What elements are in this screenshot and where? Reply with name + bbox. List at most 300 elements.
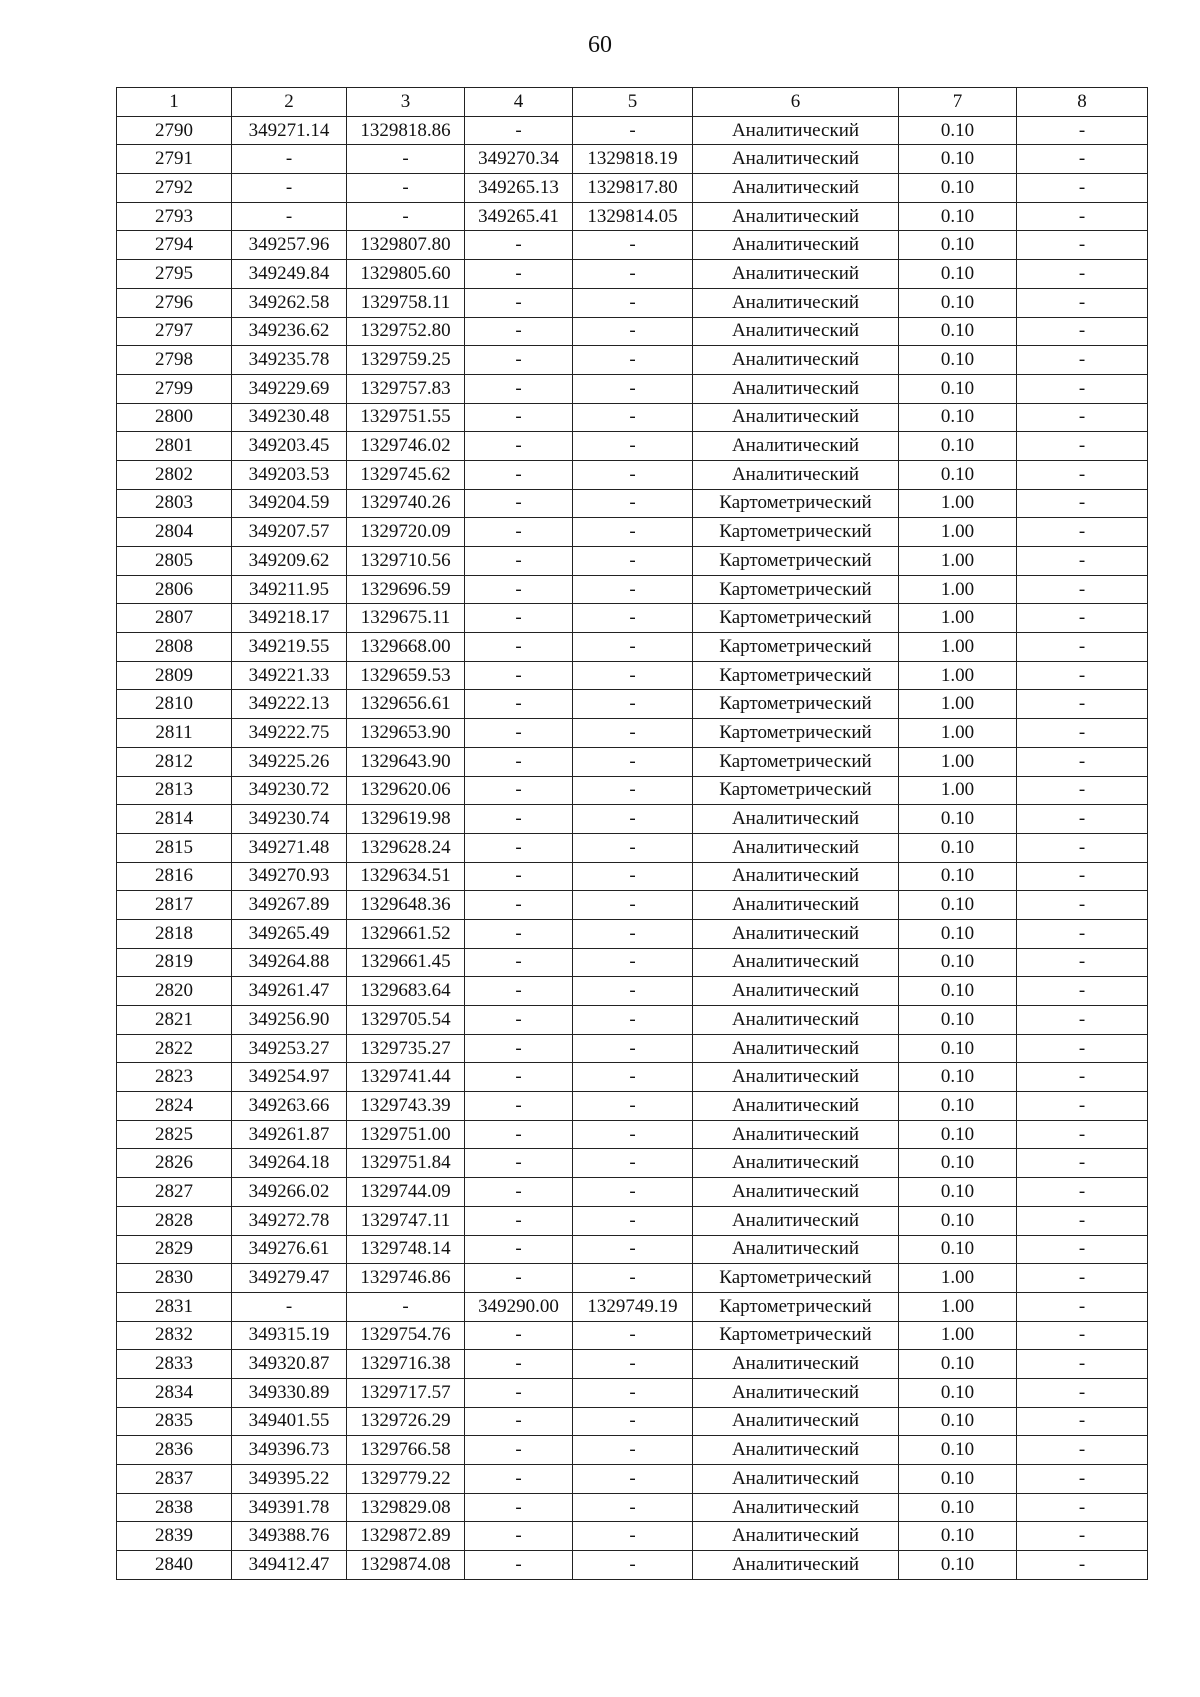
description-cell: -: [1017, 1350, 1148, 1379]
x-coordinate-alt-cell: 349270.34: [465, 145, 573, 174]
description-cell: -: [1017, 1264, 1148, 1293]
method-cell: Аналитический: [693, 346, 899, 375]
table-row: [117, 1063, 1148, 1092]
description-cell: -: [1017, 633, 1148, 662]
description-cell: -: [1017, 1178, 1148, 1207]
description-cell: -: [1017, 833, 1148, 862]
y-coordinate-alt-cell: -: [573, 948, 693, 977]
method-cell: Аналитический: [693, 202, 899, 231]
accuracy-cell: 0.10: [899, 805, 1017, 834]
accuracy-cell: 0.10: [899, 403, 1017, 432]
y-coordinate-cell: 1329779.22: [347, 1465, 465, 1494]
x-coordinate-alt-cell: -: [465, 1522, 573, 1551]
x-coordinate-alt-cell: -: [465, 518, 573, 547]
x-coordinate-cell: 349253.27: [232, 1034, 347, 1063]
description-cell: -: [1017, 288, 1148, 317]
table-row: [117, 288, 1148, 317]
table-row: [117, 891, 1148, 920]
y-coordinate-alt-cell: -: [573, 805, 693, 834]
table-row: [117, 317, 1148, 346]
method-cell: Картометрический: [693, 1264, 899, 1293]
x-coordinate-alt-cell: -: [465, 460, 573, 489]
method-cell: Аналитический: [693, 1522, 899, 1551]
description-cell: -: [1017, 891, 1148, 920]
method-cell: Аналитический: [693, 862, 899, 891]
y-coordinate-alt-cell: -: [573, 604, 693, 633]
x-coordinate-alt-cell: -: [465, 374, 573, 403]
method-cell: Картометрический: [693, 1292, 899, 1321]
accuracy-cell: 1.00: [899, 1264, 1017, 1293]
x-coordinate-cell: 349266.02: [232, 1178, 347, 1207]
method-cell: Аналитический: [693, 919, 899, 948]
method-cell: Аналитический: [693, 174, 899, 203]
table-row: [117, 202, 1148, 231]
point-number-cell: 2819: [117, 948, 232, 977]
point-number-cell: 2824: [117, 1092, 232, 1121]
y-coordinate-alt-cell: -: [573, 231, 693, 260]
table-row: [117, 1006, 1148, 1035]
method-cell: Аналитический: [693, 1465, 899, 1494]
x-coordinate-cell: 349222.13: [232, 690, 347, 719]
table-row: [117, 346, 1148, 375]
y-coordinate-alt-cell: -: [573, 1206, 693, 1235]
y-coordinate-cell: 1329751.84: [347, 1149, 465, 1178]
y-coordinate-cell: -: [347, 1292, 465, 1321]
accuracy-cell: 0.10: [899, 1034, 1017, 1063]
accuracy-cell: 0.10: [899, 317, 1017, 346]
y-coordinate-alt-cell: -: [573, 1551, 693, 1580]
x-coordinate-cell: 349320.87: [232, 1350, 347, 1379]
table-row: [117, 374, 1148, 403]
point-number-cell: 2826: [117, 1149, 232, 1178]
y-coordinate-cell: 1329872.89: [347, 1522, 465, 1551]
point-number-cell: 2825: [117, 1120, 232, 1149]
table-row: [117, 460, 1148, 489]
x-coordinate-alt-cell: -: [465, 1436, 573, 1465]
y-coordinate-alt-cell: -: [573, 374, 693, 403]
y-coordinate-cell: 1329648.36: [347, 891, 465, 920]
description-cell: -: [1017, 776, 1148, 805]
point-number-cell: 2820: [117, 977, 232, 1006]
y-coordinate-cell: 1329696.59: [347, 575, 465, 604]
description-cell: -: [1017, 719, 1148, 748]
y-coordinate-alt-cell: -: [573, 891, 693, 920]
y-coordinate-alt-cell: -: [573, 1407, 693, 1436]
column-header: 5: [573, 88, 693, 117]
x-coordinate-cell: 349222.75: [232, 719, 347, 748]
method-cell: Аналитический: [693, 432, 899, 461]
y-coordinate-cell: 1329705.54: [347, 1006, 465, 1035]
point-number-cell: 2805: [117, 547, 232, 576]
method-cell: Аналитический: [693, 1120, 899, 1149]
column-header: 2: [232, 88, 347, 117]
y-coordinate-alt-cell: -: [573, 719, 693, 748]
point-number-cell: 2836: [117, 1436, 232, 1465]
point-number-cell: 2792: [117, 174, 232, 203]
point-number-cell: 2798: [117, 346, 232, 375]
accuracy-cell: 0.10: [899, 1350, 1017, 1379]
table-row: [117, 690, 1148, 719]
y-coordinate-cell: 1329807.80: [347, 231, 465, 260]
description-cell: -: [1017, 317, 1148, 346]
y-coordinate-cell: 1329683.64: [347, 977, 465, 1006]
y-coordinate-cell: 1329634.51: [347, 862, 465, 891]
point-number-cell: 2829: [117, 1235, 232, 1264]
y-coordinate-alt-cell: -: [573, 1522, 693, 1551]
description-cell: -: [1017, 489, 1148, 518]
description-cell: -: [1017, 1493, 1148, 1522]
point-number-cell: 2834: [117, 1378, 232, 1407]
y-coordinate-cell: 1329741.44: [347, 1063, 465, 1092]
accuracy-cell: 0.10: [899, 288, 1017, 317]
method-cell: Аналитический: [693, 948, 899, 977]
method-cell: Аналитический: [693, 374, 899, 403]
x-coordinate-alt-cell: -: [465, 690, 573, 719]
table-row: [117, 174, 1148, 203]
x-coordinate-alt-cell: -: [465, 288, 573, 317]
y-coordinate-cell: 1329745.62: [347, 460, 465, 489]
x-coordinate-cell: 349265.49: [232, 919, 347, 948]
x-coordinate-alt-cell: -: [465, 116, 573, 145]
description-cell: -: [1017, 604, 1148, 633]
description-cell: -: [1017, 1321, 1148, 1350]
x-coordinate-cell: 349267.89: [232, 891, 347, 920]
x-coordinate-alt-cell: -: [465, 833, 573, 862]
x-coordinate-alt-cell: -: [465, 403, 573, 432]
y-coordinate-alt-cell: -: [573, 661, 693, 690]
method-cell: Аналитический: [693, 460, 899, 489]
x-coordinate-cell: 349204.59: [232, 489, 347, 518]
description-cell: -: [1017, 948, 1148, 977]
description-cell: -: [1017, 1063, 1148, 1092]
table-row: [117, 633, 1148, 662]
x-coordinate-cell: 349219.55: [232, 633, 347, 662]
column-header: 1: [117, 88, 232, 117]
table-row: [117, 489, 1148, 518]
description-cell: -: [1017, 403, 1148, 432]
description-cell: -: [1017, 1092, 1148, 1121]
x-coordinate-cell: 349262.58: [232, 288, 347, 317]
x-coordinate-alt-cell: -: [465, 1493, 573, 1522]
point-number-cell: 2790: [117, 116, 232, 145]
table-row: [117, 1034, 1148, 1063]
column-header: 7: [899, 88, 1017, 117]
description-cell: -: [1017, 547, 1148, 576]
description-cell: -: [1017, 1465, 1148, 1494]
accuracy-cell: 0.10: [899, 1149, 1017, 1178]
x-coordinate-alt-cell: -: [465, 1178, 573, 1207]
table-row: [117, 145, 1148, 174]
x-coordinate-cell: 349230.74: [232, 805, 347, 834]
y-coordinate-alt-cell: -: [573, 489, 693, 518]
table-row: [117, 1178, 1148, 1207]
point-number-cell: 2827: [117, 1178, 232, 1207]
table-row: [117, 719, 1148, 748]
description-cell: -: [1017, 1551, 1148, 1580]
y-coordinate-alt-cell: -: [573, 747, 693, 776]
x-coordinate-alt-cell: -: [465, 1551, 573, 1580]
y-coordinate-cell: 1329668.00: [347, 633, 465, 662]
x-coordinate-cell: 349236.62: [232, 317, 347, 346]
x-coordinate-cell: 349261.87: [232, 1120, 347, 1149]
x-coordinate-alt-cell: -: [465, 1006, 573, 1035]
x-coordinate-alt-cell: -: [465, 1264, 573, 1293]
x-coordinate-cell: 349221.33: [232, 661, 347, 690]
accuracy-cell: 1.00: [899, 575, 1017, 604]
y-coordinate-alt-cell: -: [573, 518, 693, 547]
description-cell: -: [1017, 1407, 1148, 1436]
description-cell: -: [1017, 1120, 1148, 1149]
accuracy-cell: 1.00: [899, 719, 1017, 748]
x-coordinate-alt-cell: -: [465, 891, 573, 920]
table-row: [117, 1206, 1148, 1235]
page-number: 60: [588, 32, 612, 58]
point-number-cell: 2830: [117, 1264, 232, 1293]
description-cell: -: [1017, 805, 1148, 834]
y-coordinate-cell: 1329751.00: [347, 1120, 465, 1149]
x-coordinate-alt-cell: -: [465, 575, 573, 604]
point-number-cell: 2837: [117, 1465, 232, 1494]
x-coordinate-alt-cell: 349265.41: [465, 202, 573, 231]
method-cell: Аналитический: [693, 1006, 899, 1035]
method-cell: Аналитический: [693, 833, 899, 862]
x-coordinate-cell: 349218.17: [232, 604, 347, 633]
y-coordinate-cell: 1329653.90: [347, 719, 465, 748]
accuracy-cell: 0.10: [899, 891, 1017, 920]
x-coordinate-alt-cell: -: [465, 489, 573, 518]
accuracy-cell: 1.00: [899, 776, 1017, 805]
table-row: [117, 231, 1148, 260]
x-coordinate-cell: 349270.93: [232, 862, 347, 891]
point-number-cell: 2809: [117, 661, 232, 690]
description-cell: -: [1017, 1206, 1148, 1235]
x-coordinate-alt-cell: -: [465, 719, 573, 748]
table-row: [117, 1149, 1148, 1178]
y-coordinate-alt-cell: -: [573, 1436, 693, 1465]
point-number-cell: 2795: [117, 260, 232, 289]
y-coordinate-cell: 1329716.38: [347, 1350, 465, 1379]
y-coordinate-alt-cell: -: [573, 1034, 693, 1063]
description-cell: -: [1017, 174, 1148, 203]
x-coordinate-cell: -: [232, 145, 347, 174]
x-coordinate-alt-cell: -: [465, 1034, 573, 1063]
table-row: [117, 833, 1148, 862]
y-coordinate-alt-cell: -: [573, 1321, 693, 1350]
x-coordinate-cell: 349229.69: [232, 374, 347, 403]
method-cell: Картометрический: [693, 604, 899, 633]
table-row: [117, 1235, 1148, 1264]
point-number-cell: 2799: [117, 374, 232, 403]
y-coordinate-cell: 1329661.52: [347, 919, 465, 948]
description-cell: -: [1017, 260, 1148, 289]
table-row: [117, 776, 1148, 805]
y-coordinate-cell: 1329675.11: [347, 604, 465, 633]
y-coordinate-alt-cell: -: [573, 977, 693, 1006]
x-coordinate-cell: 349257.96: [232, 231, 347, 260]
description-cell: -: [1017, 1006, 1148, 1035]
accuracy-cell: 0.10: [899, 1378, 1017, 1407]
x-coordinate-cell: 349207.57: [232, 518, 347, 547]
y-coordinate-alt-cell: -: [573, 862, 693, 891]
description-cell: -: [1017, 145, 1148, 174]
y-coordinate-cell: 1329735.27: [347, 1034, 465, 1063]
table-row: [117, 977, 1148, 1006]
x-coordinate-alt-cell: -: [465, 604, 573, 633]
y-coordinate-cell: 1329746.86: [347, 1264, 465, 1293]
x-coordinate-alt-cell: -: [465, 862, 573, 891]
x-coordinate-cell: 349401.55: [232, 1407, 347, 1436]
accuracy-cell: 0.10: [899, 145, 1017, 174]
y-coordinate-alt-cell: -: [573, 776, 693, 805]
point-number-cell: 2821: [117, 1006, 232, 1035]
description-cell: -: [1017, 346, 1148, 375]
table-header-row: [117, 88, 1148, 117]
table-row: [117, 1551, 1148, 1580]
table-row: [117, 747, 1148, 776]
description-cell: -: [1017, 747, 1148, 776]
description-cell: -: [1017, 518, 1148, 547]
y-coordinate-cell: 1329740.26: [347, 489, 465, 518]
point-number-cell: 2818: [117, 919, 232, 948]
method-cell: Аналитический: [693, 1407, 899, 1436]
y-coordinate-alt-cell: -: [573, 346, 693, 375]
point-number-cell: 2832: [117, 1321, 232, 1350]
accuracy-cell: 0.10: [899, 460, 1017, 489]
point-number-cell: 2806: [117, 575, 232, 604]
y-coordinate-alt-cell: -: [573, 288, 693, 317]
accuracy-cell: 1.00: [899, 547, 1017, 576]
table-row: [117, 1493, 1148, 1522]
point-number-cell: 2793: [117, 202, 232, 231]
point-number-cell: 2802: [117, 460, 232, 489]
accuracy-cell: 1.00: [899, 661, 1017, 690]
y-coordinate-alt-cell: -: [573, 1178, 693, 1207]
point-number-cell: 2794: [117, 231, 232, 260]
accuracy-cell: 0.10: [899, 1178, 1017, 1207]
method-cell: Аналитический: [693, 260, 899, 289]
accuracy-cell: 0.10: [899, 202, 1017, 231]
table-row: [117, 604, 1148, 633]
description-cell: -: [1017, 661, 1148, 690]
accuracy-cell: 0.10: [899, 1465, 1017, 1494]
x-coordinate-cell: 349203.53: [232, 460, 347, 489]
x-coordinate-alt-cell: -: [465, 948, 573, 977]
y-coordinate-alt-cell: -: [573, 116, 693, 145]
point-number-cell: 2817: [117, 891, 232, 920]
table-row: [117, 1350, 1148, 1379]
x-coordinate-cell: 349230.72: [232, 776, 347, 805]
x-coordinate-alt-cell: -: [465, 1206, 573, 1235]
y-coordinate-cell: 1329744.09: [347, 1178, 465, 1207]
description-cell: -: [1017, 862, 1148, 891]
x-coordinate-alt-cell: -: [465, 1465, 573, 1494]
table-row: [117, 1120, 1148, 1149]
x-coordinate-alt-cell: -: [465, 1350, 573, 1379]
point-number-cell: 2791: [117, 145, 232, 174]
y-coordinate-cell: 1329619.98: [347, 805, 465, 834]
column-header: 6: [693, 88, 899, 117]
x-coordinate-cell: 349272.78: [232, 1206, 347, 1235]
accuracy-cell: 1.00: [899, 633, 1017, 662]
x-coordinate-cell: 349276.61: [232, 1235, 347, 1264]
table-row: [117, 403, 1148, 432]
accuracy-cell: 1.00: [899, 747, 1017, 776]
x-coordinate-alt-cell: -: [465, 1120, 573, 1149]
table-row: [117, 1465, 1148, 1494]
point-number-cell: 2804: [117, 518, 232, 547]
y-coordinate-alt-cell: -: [573, 919, 693, 948]
table-row: [117, 518, 1148, 547]
y-coordinate-alt-cell: 1329818.19: [573, 145, 693, 174]
method-cell: Аналитический: [693, 1034, 899, 1063]
y-coordinate-cell: 1329758.11: [347, 288, 465, 317]
table-row: [117, 1092, 1148, 1121]
y-coordinate-alt-cell: -: [573, 317, 693, 346]
accuracy-cell: 1.00: [899, 1321, 1017, 1350]
x-coordinate-alt-cell: -: [465, 547, 573, 576]
table-row: [117, 948, 1148, 977]
y-coordinate-cell: -: [347, 202, 465, 231]
y-coordinate-alt-cell: -: [573, 1350, 693, 1379]
description-cell: -: [1017, 977, 1148, 1006]
y-coordinate-cell: 1329759.25: [347, 346, 465, 375]
accuracy-cell: 1.00: [899, 489, 1017, 518]
x-coordinate-alt-cell: -: [465, 1321, 573, 1350]
x-coordinate-cell: 349203.45: [232, 432, 347, 461]
method-cell: Картометрический: [693, 1321, 899, 1350]
description-cell: -: [1017, 460, 1148, 489]
point-number-cell: 2839: [117, 1522, 232, 1551]
y-coordinate-cell: 1329754.76: [347, 1321, 465, 1350]
method-cell: Аналитический: [693, 977, 899, 1006]
point-number-cell: 2811: [117, 719, 232, 748]
accuracy-cell: 0.10: [899, 833, 1017, 862]
y-coordinate-alt-cell: 1329817.80: [573, 174, 693, 203]
method-cell: Аналитический: [693, 1493, 899, 1522]
table-row: [117, 116, 1148, 145]
x-coordinate-alt-cell: -: [465, 805, 573, 834]
accuracy-cell: 1.00: [899, 604, 1017, 633]
method-cell: Аналитический: [693, 1206, 899, 1235]
x-coordinate-cell: 349209.62: [232, 547, 347, 576]
y-coordinate-cell: 1329747.11: [347, 1206, 465, 1235]
point-number-cell: 2840: [117, 1551, 232, 1580]
description-cell: -: [1017, 116, 1148, 145]
method-cell: Аналитический: [693, 1350, 899, 1379]
x-coordinate-cell: 349330.89: [232, 1378, 347, 1407]
x-coordinate-cell: 349315.19: [232, 1321, 347, 1350]
method-cell: Картометрический: [693, 719, 899, 748]
method-cell: Аналитический: [693, 1551, 899, 1580]
method-cell: Аналитический: [693, 1436, 899, 1465]
method-cell: Аналитический: [693, 288, 899, 317]
table-row: [117, 432, 1148, 461]
y-coordinate-cell: 1329720.09: [347, 518, 465, 547]
method-cell: Аналитический: [693, 317, 899, 346]
table-row: [117, 661, 1148, 690]
x-coordinate-alt-cell: -: [465, 231, 573, 260]
x-coordinate-alt-cell: -: [465, 747, 573, 776]
y-coordinate-cell: 1329726.29: [347, 1407, 465, 1436]
x-coordinate-alt-cell: -: [465, 1235, 573, 1264]
y-coordinate-cell: 1329710.56: [347, 547, 465, 576]
description-cell: -: [1017, 690, 1148, 719]
description-cell: -: [1017, 1292, 1148, 1321]
x-coordinate-cell: 349263.66: [232, 1092, 347, 1121]
method-cell: Картометрический: [693, 747, 899, 776]
point-number-cell: 2807: [117, 604, 232, 633]
table-row: [117, 260, 1148, 289]
